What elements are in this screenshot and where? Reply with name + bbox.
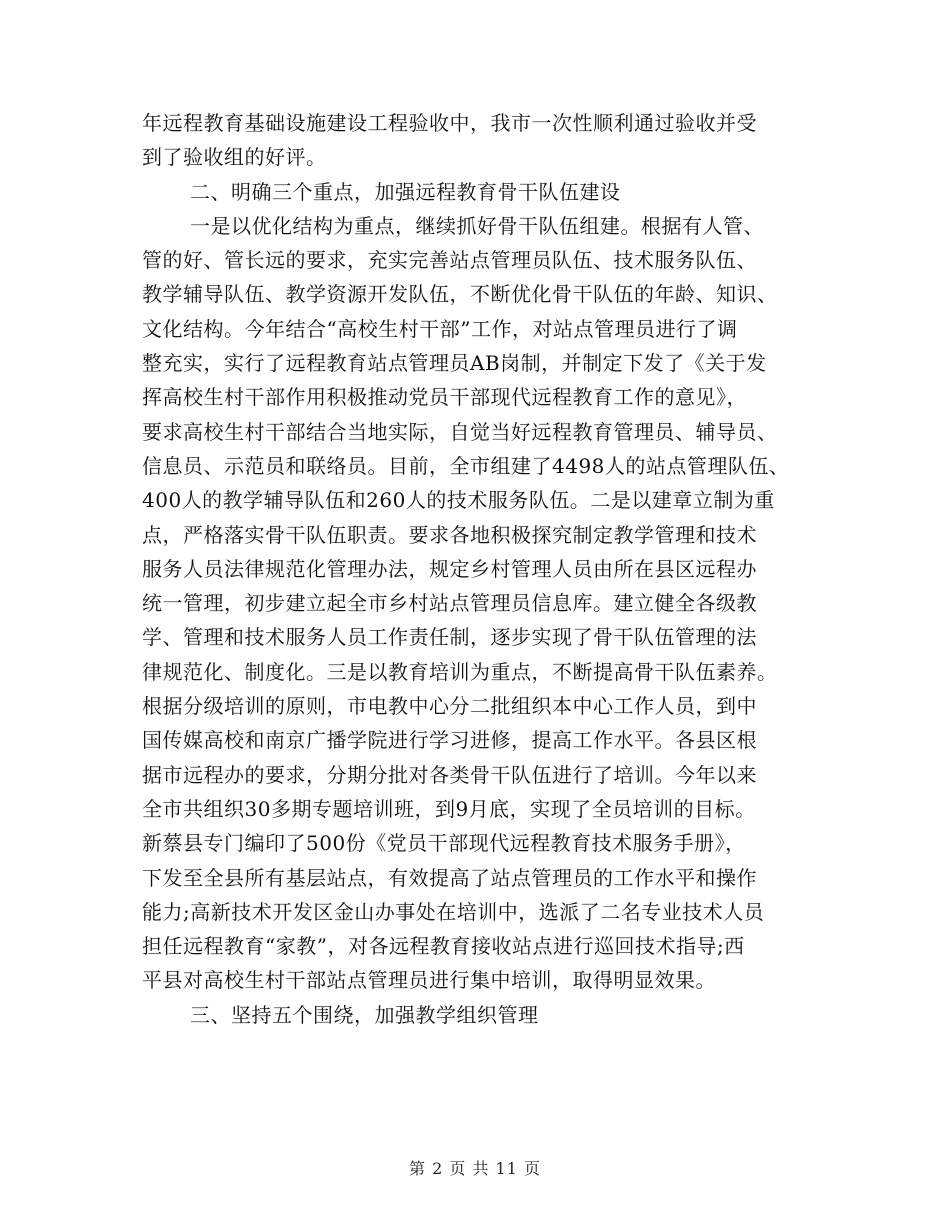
text-line: 三、坚持五个围绕，加强教学组织管理 xyxy=(190,1002,539,1027)
text-line: 400人的教学辅导队伍和260人的技术服务队伍。二是以建章立制为重 xyxy=(142,488,775,513)
text-line: 教学辅导队伍、教学资源开发队伍，不断优化骨干队伍的年龄、知识、 xyxy=(142,282,778,307)
text-line: 根据分级培训的原则，市电教中心分二批组织本中心工作人员，到中 xyxy=(142,694,757,719)
text-line: 整充实，实行了远程教育站点管理员AB岗制，并制定下发了《关于发 xyxy=(142,351,767,376)
text-line: 下发至全县所有基层站点，有效提高了站点管理员的工作水平和操作 xyxy=(142,865,757,890)
text-line: 信息员、示范员和联络员。目前，全市组建了4498人的站点管理队伍、 xyxy=(142,453,790,478)
text-line: 全市共组织30多期专题培训班，到9月底，实现了全员培训的目标。 xyxy=(142,796,756,821)
text-line: 文化结构。今年结合“高校生村干部”工作，对站点管理员进行了调 xyxy=(142,316,738,341)
text-line: 二、明确三个重点，加强远程教育骨干队伍建设 xyxy=(190,179,621,204)
text-line: 统一管理，初步建立起全市乡村站点管理员信息库。建立健全各级教 xyxy=(142,591,757,616)
text-line: 一是以优化结构为重点，继续抓好骨干队伍组建。根据有人管、 xyxy=(190,213,764,238)
text-line: 服务人员法律规范化管理办法，规定乡村管理人员由所在县区远程办 xyxy=(142,556,757,581)
page-footer: 第 2 页 共 11 页 xyxy=(409,1159,541,1178)
text-line: 律规范化、制度化。三是以教育培训为重点，不断提高骨干队伍素养。 xyxy=(142,659,778,684)
text-line: 能力;高新技术开发区金山办事处在培训中，选派了二名专业技术人员 xyxy=(142,899,765,924)
text-line: 年远程教育基础设施建设工程验收中，我市一次性顺利通过验收并受 xyxy=(142,111,757,135)
document-body xyxy=(142,106,842,1032)
text-line: 管的好、管长远的要求，充实完善站点管理员队伍、技术服务队伍、 xyxy=(142,248,757,273)
text-line: 新蔡县专门编印了500份《党员干部现代远程教育技术服务手册》， xyxy=(142,831,746,856)
text-line: 到了验收组的好评。 xyxy=(142,145,327,170)
text-line: 担任远程教育“家教”，对各远程教育接收站点进行巡回技术指导;西 xyxy=(142,934,745,959)
text-line: 学、管理和技术服务人员工作责任制，逐步实现了骨干队伍管理的法 xyxy=(142,625,757,650)
text-line: 国传媒高校和南京广播学院进行学习进修，提高工作水平。各县区根 xyxy=(142,728,757,753)
text-line: 要求高校生村干部结合当地实际，自觉当好远程教育管理员、辅导员、 xyxy=(142,419,778,444)
text-line: 点，严格落实骨干队伍职责。要求各地积极探究制定教学管理和技术 xyxy=(142,522,757,547)
text-line: 据市远程办的要求，分期分批对各类骨干队伍进行了培训。今年以来 xyxy=(142,762,757,787)
text-line: 挥高校生村干部作用积极推动党员干部现代远程教育工作的意见》， xyxy=(142,385,747,410)
text-line: 平县对高校生村干部站点管理员进行集中培训，取得明显效果。 xyxy=(142,968,716,993)
